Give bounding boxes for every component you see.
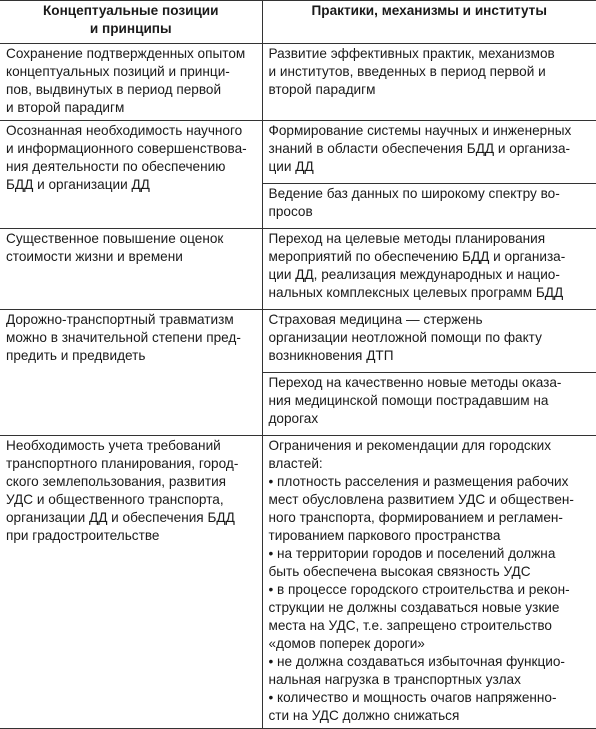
list-item: • не должна создаваться избыточная функцио- нальная нагрузка в транспортных узлах [269, 653, 593, 689]
table-row [0, 436, 596, 729]
table-row [0, 44, 596, 121]
practice-cell: Развитие эффективных практик, механизмов и институтов, введенных в период первой и второй парадигм [262, 44, 596, 121]
concept-cell: Необходимость учета требований транспортного планирования, город- ского землепользования, развития УДС и общественного транспорта, организации ДД и обеспечения БДД при градостроительстве [0, 436, 262, 729]
practice-cell [262, 436, 596, 729]
table-row [0, 229, 596, 310]
practice-cell: Страховая медицина — стержень организации неотложной помощи по факту возникновения ДТП [262, 310, 596, 373]
header-practices: Практики, механизмы и институты [262, 1, 596, 44]
concept-cell: Существенное повышение оценок стоимости жизни и времени [0, 229, 262, 310]
list-item: • на территории городов и поселений должна быть обеспечена высокая связность УДС [269, 545, 593, 581]
table-row [0, 121, 596, 184]
recommendation-list [269, 473, 593, 725]
concept-cell: Осознанная необходимость научного и информационного совершенствова- ния деятельности по обеспечению БДД и организации ДД [0, 121, 262, 229]
practice-cell: Переход на целевые методы планирования мероприятий по обеспечению БДД и организа- ции ДД, реализация международных и нацио- нальных комплексных целевых программ БДД [262, 229, 596, 310]
practice-cell: Формирование системы научных и инженерных знаний в области обеспечения БДД и организа- ции ДД [262, 121, 596, 184]
table-row [0, 310, 596, 373]
practice-cell: Переход на качественно новые методы оказа- ния медицинской помощи пострадавшим на дорогах [262, 373, 596, 436]
practice-intro: Ограничения и рекомендации для городских властей: [268, 438, 552, 471]
table-header-row [0, 1, 596, 44]
practice-cell: Ведение баз данных по широкому спектру во- просов [262, 184, 596, 229]
concept-cell: Дорожно-транспортный травматизм можно в значительной степени пред- предить и предвидеть [0, 310, 262, 436]
list-item: • в процессе городского строительства и рекон- струкции не должны создаваться новые узкие места на УДС, т.е. запрещено строительство «домов поперек дороги» [269, 581, 593, 653]
list-item: • количество и мощность очагов напряженно- сти на УДС должно снижаться [269, 689, 593, 725]
concept-cell: Сохранение подтвержденных опытом концептуальных позиций и принци- пов, выдвинутых в период первой и второй парадигм [0, 44, 262, 121]
header-concepts: Концептуальные позиции и принципы [0, 1, 262, 44]
list-item: • плотность расселения и размещения рабочих мест обусловлена развитием УДС и обществен- ного транспорта, формированием и регламен- тированием паркового пространства [269, 473, 593, 545]
